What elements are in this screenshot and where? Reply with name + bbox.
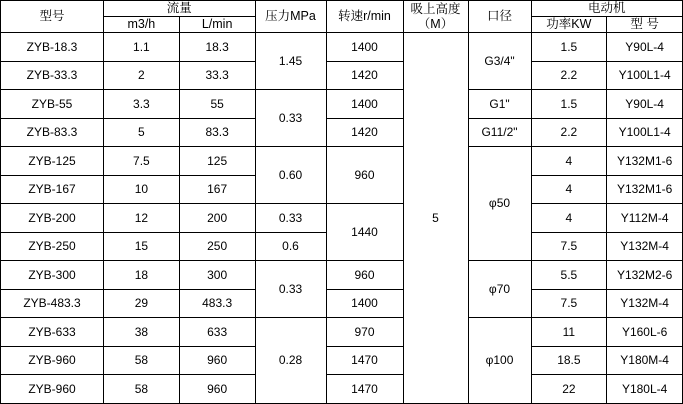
cell-motor-model: Y132M2-6 bbox=[607, 261, 683, 290]
cell-flow-lmin: 250 bbox=[179, 232, 255, 261]
cell-pressure: 0.33 bbox=[255, 261, 326, 318]
table-row bbox=[1, 318, 683, 347]
table-row bbox=[1, 289, 683, 318]
cell-motor-model: Y132M-4 bbox=[607, 289, 683, 318]
cell-caliber: φ50 bbox=[468, 147, 531, 261]
cell-motor-power: 11 bbox=[531, 318, 607, 347]
cell-motor-power: 1.5 bbox=[531, 90, 607, 119]
table-row bbox=[1, 346, 683, 375]
cell-model: ZYB-633 bbox=[1, 318, 104, 347]
cell-model: ZYB-55 bbox=[1, 90, 104, 119]
cell-flow-lmin: 167 bbox=[179, 175, 255, 204]
cell-flow-m3h: 10 bbox=[104, 175, 180, 204]
cell-pressure: 0.33 bbox=[255, 204, 326, 233]
cell-pressure: 0.6 bbox=[255, 232, 326, 261]
cell-caliber: φ70 bbox=[468, 261, 531, 318]
cell-flow-lmin: 633 bbox=[179, 318, 255, 347]
table-row bbox=[1, 118, 683, 147]
cell-flow-lmin: 55 bbox=[179, 90, 255, 119]
cell-flow-lmin: 300 bbox=[179, 261, 255, 290]
cell-motor-power: 1.5 bbox=[531, 33, 607, 62]
cell-pressure: 0.60 bbox=[255, 147, 326, 204]
cell-speed: 1420 bbox=[326, 118, 403, 147]
cell-flow-m3h: 58 bbox=[104, 346, 180, 375]
cell-motor-model: Y132M1-6 bbox=[607, 175, 683, 204]
cell-pressure: 0.33 bbox=[255, 90, 326, 147]
header-row-1 bbox=[1, 1, 683, 17]
cell-motor-power: 4 bbox=[531, 204, 607, 233]
cell-flow-m3h: 18 bbox=[104, 261, 180, 290]
table-row bbox=[1, 33, 683, 62]
cell-flow-lmin: 18.3 bbox=[179, 33, 255, 62]
header-speed: 转速r/min bbox=[326, 1, 403, 33]
cell-pressure: 1.45 bbox=[255, 33, 326, 90]
header-motor-power: 功率KW bbox=[531, 17, 607, 33]
cell-flow-m3h: 2 bbox=[104, 61, 180, 90]
cell-flow-m3h: 38 bbox=[104, 318, 180, 347]
cell-motor-power: 5.5 bbox=[531, 261, 607, 290]
header-motor-model: 型 号 bbox=[607, 17, 683, 33]
cell-caliber: G11/2" bbox=[468, 118, 531, 147]
cell-flow-lmin: 960 bbox=[179, 375, 255, 404]
cell-flow-m3h: 15 bbox=[104, 232, 180, 261]
cell-flow-m3h: 29 bbox=[104, 289, 180, 318]
cell-flow-lmin: 83.3 bbox=[179, 118, 255, 147]
table-row bbox=[1, 375, 683, 404]
cell-model: ZYB-960 bbox=[1, 375, 104, 404]
cell-speed: 1400 bbox=[326, 289, 403, 318]
cell-suction-height: 5 bbox=[403, 33, 468, 404]
cell-motor-model: Y132M-4 bbox=[607, 232, 683, 261]
header-flow-lmin: L/min bbox=[179, 17, 255, 33]
cell-pressure: 0.28 bbox=[255, 318, 326, 404]
cell-flow-lmin: 483.3 bbox=[179, 289, 255, 318]
cell-motor-power: 18.5 bbox=[531, 346, 607, 375]
table-row bbox=[1, 261, 683, 290]
table-row bbox=[1, 204, 683, 233]
cell-model: ZYB-250 bbox=[1, 232, 104, 261]
cell-caliber: G1" bbox=[468, 90, 531, 119]
cell-motor-model: Y180L-4 bbox=[607, 375, 683, 404]
cell-speed: 1440 bbox=[326, 204, 403, 261]
table-body bbox=[1, 33, 683, 404]
cell-motor-model: Y90L-4 bbox=[607, 33, 683, 62]
cell-motor-power: 4 bbox=[531, 147, 607, 176]
cell-flow-m3h: 58 bbox=[104, 375, 180, 404]
cell-motor-model: Y132M1-6 bbox=[607, 147, 683, 176]
cell-flow-lmin: 33.3 bbox=[179, 61, 255, 90]
cell-model: ZYB-960 bbox=[1, 346, 104, 375]
cell-model: ZYB-483.3 bbox=[1, 289, 104, 318]
cell-speed: 960 bbox=[326, 261, 403, 290]
cell-model: ZYB-18.3 bbox=[1, 33, 104, 62]
cell-flow-m3h: 3.3 bbox=[104, 90, 180, 119]
cell-speed: 1470 bbox=[326, 346, 403, 375]
cell-motor-power: 2.2 bbox=[531, 118, 607, 147]
table-row bbox=[1, 147, 683, 176]
cell-motor-power: 7.5 bbox=[531, 289, 607, 318]
cell-speed: 1400 bbox=[326, 33, 403, 62]
cell-flow-m3h: 7.5 bbox=[104, 147, 180, 176]
header-motor: 电动机 bbox=[531, 1, 683, 17]
cell-model: ZYB-33.3 bbox=[1, 61, 104, 90]
header-flow-m3h: m3/h bbox=[104, 17, 180, 33]
cell-flow-lmin: 960 bbox=[179, 346, 255, 375]
cell-caliber: φ100 bbox=[468, 318, 531, 404]
header-caliber: 口径 bbox=[468, 1, 531, 33]
cell-speed: 970 bbox=[326, 318, 403, 347]
cell-flow-lmin: 125 bbox=[179, 147, 255, 176]
table-header bbox=[1, 1, 683, 33]
cell-motor-model: Y90L-4 bbox=[607, 90, 683, 119]
cell-motor-model: Y160L-6 bbox=[607, 318, 683, 347]
header-flow: 流量 bbox=[104, 1, 256, 17]
header-model: 型号 bbox=[1, 1, 104, 33]
cell-flow-m3h: 1.1 bbox=[104, 33, 180, 62]
cell-speed: 1420 bbox=[326, 61, 403, 90]
header-pressure: 压力MPa bbox=[255, 1, 326, 33]
table-row bbox=[1, 61, 683, 90]
cell-motor-power: 2.2 bbox=[531, 61, 607, 90]
table-row bbox=[1, 90, 683, 119]
cell-motor-model: Y100L1-4 bbox=[607, 118, 683, 147]
cell-motor-model: Y100L1-4 bbox=[607, 61, 683, 90]
cell-speed: 1400 bbox=[326, 90, 403, 119]
cell-motor-model: Y112M-4 bbox=[607, 204, 683, 233]
cell-flow-m3h: 12 bbox=[104, 204, 180, 233]
header-suction-height: 吸上高度（M） bbox=[403, 1, 468, 33]
cell-flow-m3h: 5 bbox=[104, 118, 180, 147]
cell-model: ZYB-200 bbox=[1, 204, 104, 233]
cell-flow-lmin: 200 bbox=[179, 204, 255, 233]
cell-speed: 960 bbox=[326, 147, 403, 204]
cell-motor-model: Y180M-4 bbox=[607, 346, 683, 375]
cell-speed: 1470 bbox=[326, 375, 403, 404]
cell-motor-power: 22 bbox=[531, 375, 607, 404]
cell-model: ZYB-300 bbox=[1, 261, 104, 290]
cell-model: ZYB-125 bbox=[1, 147, 104, 176]
cell-model: ZYB-167 bbox=[1, 175, 104, 204]
cell-caliber: G3/4" bbox=[468, 33, 531, 90]
cell-motor-power: 4 bbox=[531, 175, 607, 204]
cell-model: ZYB-83.3 bbox=[1, 118, 104, 147]
cell-motor-power: 7.5 bbox=[531, 232, 607, 261]
